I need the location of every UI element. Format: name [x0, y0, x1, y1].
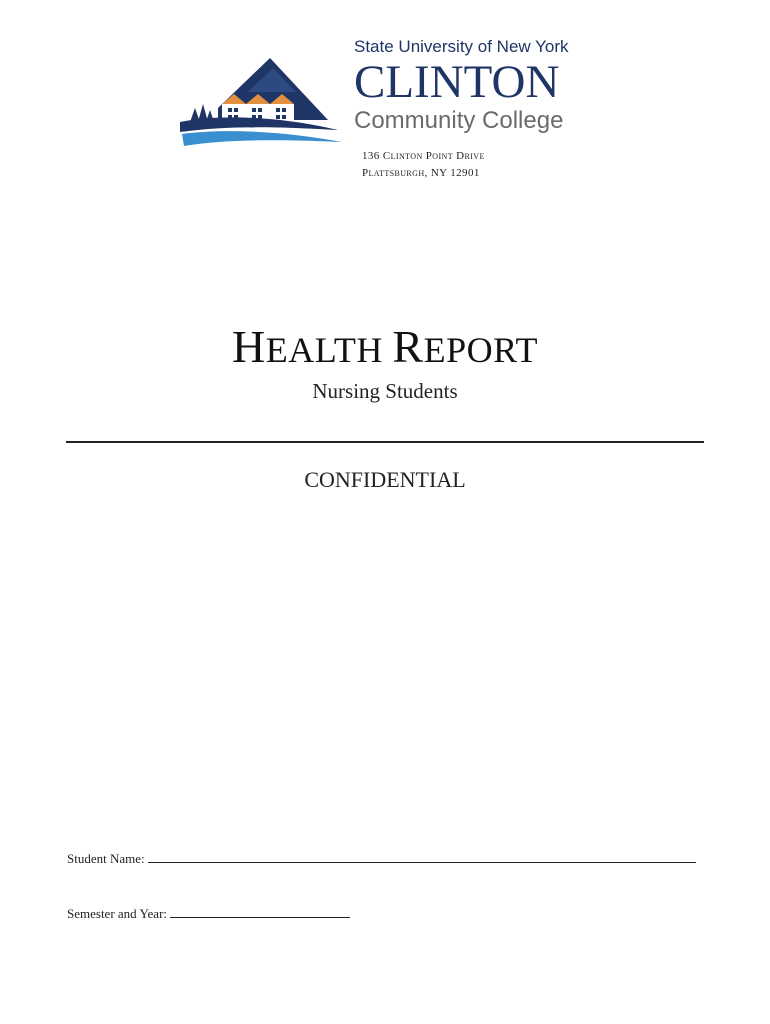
logo-community-college-text: Community College: [354, 107, 564, 134]
address-line-1: [362, 148, 485, 165]
address-state-zip: , NY 12901: [424, 167, 480, 179]
title-eport: EPORT: [423, 330, 538, 370]
title-ealth: EALTH: [265, 330, 393, 370]
address-street: Clinton Point Drive: [382, 150, 485, 162]
title-initial-h: H: [232, 321, 266, 372]
confidential-label: CONFIDENTIAL: [304, 467, 466, 492]
logo-wordmark: [354, 36, 598, 136]
horizontal-divider: [66, 441, 704, 443]
address-number: 136: [362, 150, 380, 162]
semester-year-blank[interactable]: [170, 907, 350, 918]
student-name-blank[interactable]: [148, 852, 696, 863]
logo-clinton-text: CLINTON: [354, 56, 560, 108]
college-emblem-icon: [178, 52, 348, 148]
student-name-field: [67, 851, 696, 867]
logo-suny-text: State University of New York: [354, 37, 569, 56]
semester-year-field: [67, 906, 350, 922]
address-city: Plattsburgh: [362, 167, 425, 179]
title-initial-r: R: [392, 321, 424, 372]
college-address: [362, 148, 485, 182]
college-logo: [178, 36, 598, 148]
semester-year-label: Semester and Year:: [67, 906, 168, 921]
student-name-label: Student Name:: [67, 851, 145, 866]
page-subtitle: Nursing Students: [312, 379, 458, 403]
address-line-2: [362, 165, 485, 182]
page-title: [0, 320, 770, 373]
